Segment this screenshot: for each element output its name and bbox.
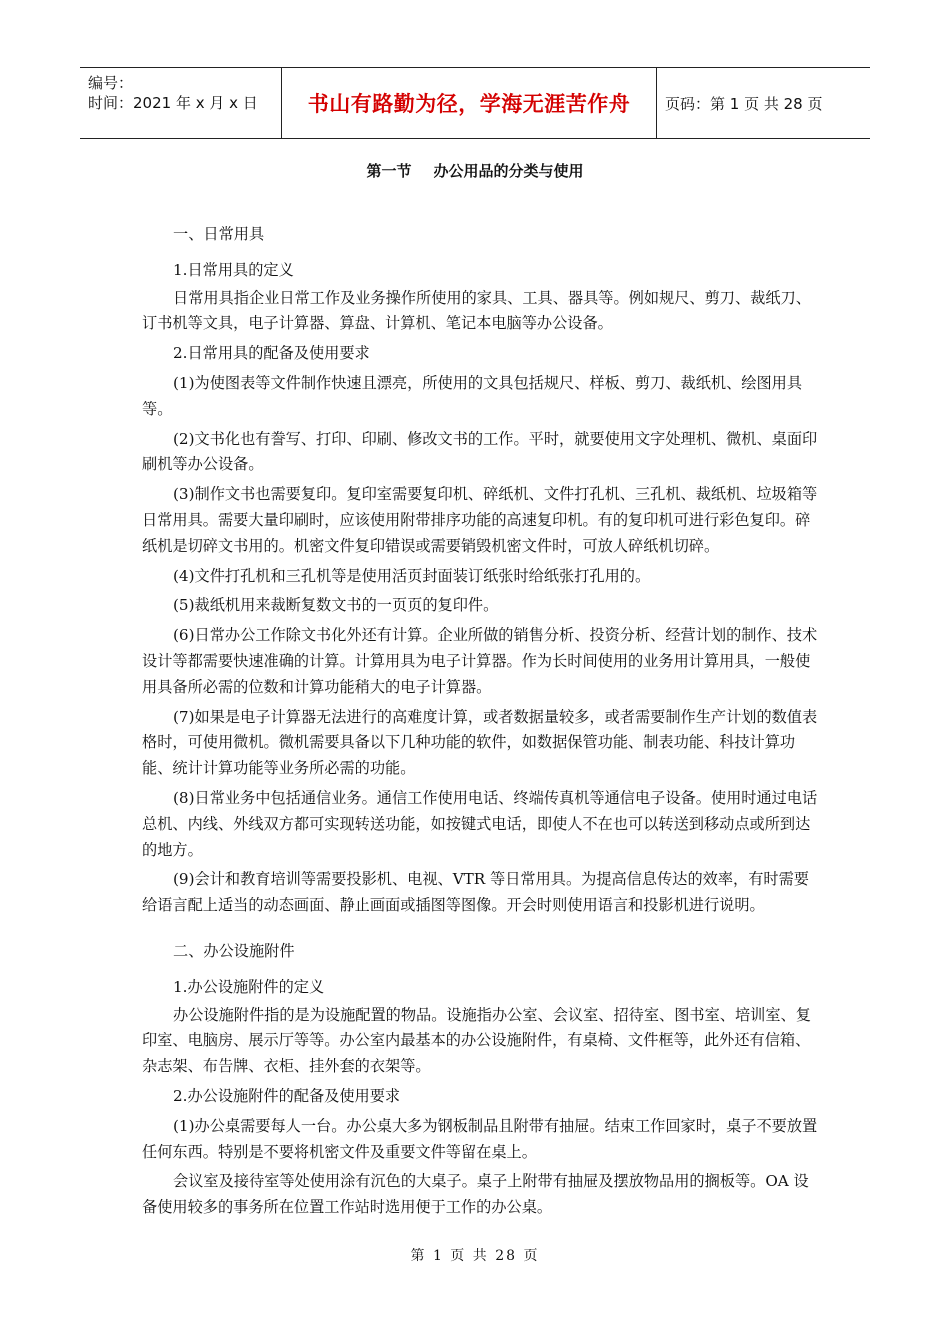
paragraph: 办公设施附件指的是为设施配置的物品。设施指办公室、会议室、招待室、图书室、培训室、复印室、电脑房、展示厅等等。办公室内最基本的办公设施附件，有桌椅、文件框等，此外还有信箱、杂志架、布告牌、衣柜、挂外套的衣架等。 [142, 1005, 811, 1076]
page-footer: 第 1 页 共 28 页 [410, 1248, 540, 1264]
section-heading: 一、日常用具 [173, 225, 265, 243]
title-part2: 办公用品的分类与使用 [433, 162, 584, 180]
list-item: (2)文书化也有誊写、打印、印刷、修改文书的工作。平时，就要使用文字处理机、微机、桌面印刷机等办公设备。 [142, 429, 818, 474]
list-item: (4)文件打孔机和三孔机等是使用活页封面装订纸张时给纸张打孔用的。 [173, 566, 651, 585]
header-table [80, 67, 870, 139]
list-item: (8)日常业务中包括通信业务。通信工作使用电话、终端传真机等通信电子设备。使用时通过电话总机、内线、外线双方都可实现转送功能，如按键式电话，即使人不在也可以转送到移动点或所到达的地方。 [142, 788, 818, 859]
list-item: (6)日常办公工作除文书化外还有计算。企业所做的销售分析、投资分析、经营计划的制作、技术设计等都需要快速准确的计算。计算用具为电子计算器。作为长时间使用的业务用计算用具，一般使用具备所必需的位数和计算功能稍大的电子计算器。 [142, 626, 818, 696]
page-title [0, 160, 950, 181]
section-heading: 二、办公设施附件 [173, 941, 295, 960]
title-part1: 第一节 [366, 162, 412, 180]
list-item: (9)会计和教育培训等需要投影机、电视、VTR 等日常用具。为提高信息传达的效率，有时需要给语言配上适当的动态画面、静止画面或插图等图像。开会时则使用语言和投影机进行说明。 [142, 870, 809, 915]
header-motto: 书山有路勤为径，学海无涯苦作舟 [307, 92, 631, 116]
paragraph: 日常用具指企业日常工作及业务操作所使用的家具、工具、器具等。例如规尺、剪刀、裁纸刀、订书机等文具，电子计算器、算盘、计算机、笔记本电脑等办公设备。 [142, 288, 811, 333]
header-meta [80, 68, 281, 138]
subsection-heading: 1.办公设施附件的定义 [173, 977, 325, 996]
list-item: (5)裁纸机用来裁断复数文书的一页页的复印件。 [173, 596, 499, 615]
document-body [142, 222, 822, 1221]
header-page-info: 页码：第 1 页 共 28 页 [665, 94, 823, 113]
header-motto-cell [281, 68, 657, 138]
subsection-heading: 2.办公设施附件的配备及使用要求 [173, 1086, 401, 1105]
time-label: 时间：2021 年 x 月 x 日 [88, 94, 258, 112]
subsection-heading: 2.日常用具的配备及使用要求 [173, 344, 370, 363]
list-item: (7)如果是电子计算器无法进行的高难度计算，或者数据量较多，或者需要制作生产计划的数值表格时，可使用微机。微机需要具备以下几种功能的软件，如数据保管功能、制表功能、科技计算功能、统计计算功能等业务所必需的功能。 [142, 707, 818, 778]
subsection-heading: 1.日常用具的定义 [173, 260, 294, 279]
list-item: (1)办公桌需要每人一台。办公桌大多为钢板制品且附带有抽屉。结束工作回家时，桌子不要放置任何东西。特别是不要将机密文件及重要文件等留在桌上。 [142, 1116, 818, 1161]
list-item: (1)为使图表等文件制作快速且漂亮，所使用的文具包括规尺、样板、剪刀、裁纸机、绘图用具等。 [142, 373, 803, 418]
number-label: 编号： [88, 74, 134, 92]
list-item: (3)制作文书也需要复印。复印室需要复印机、碎纸机、文件打孔机、三孔机、裁纸机、垃圾箱等日常用具。需要大量印刷时，应该使用附带排序功能的高速复印机。有的复印机可进行彩色复印。碎纸机是切碎文书用的。机密文件复印错误或需要销毁机密文件时，可放人碎纸机切碎。 [142, 485, 818, 555]
list-item: 会议室及接待室等处使用涂有沉色的大桌子。桌子上附带有抽屉及摆放物品用的搁板等。OA 设备使用较多的事务所在位置工作站时选用便于工作的办公桌。 [142, 1172, 809, 1217]
